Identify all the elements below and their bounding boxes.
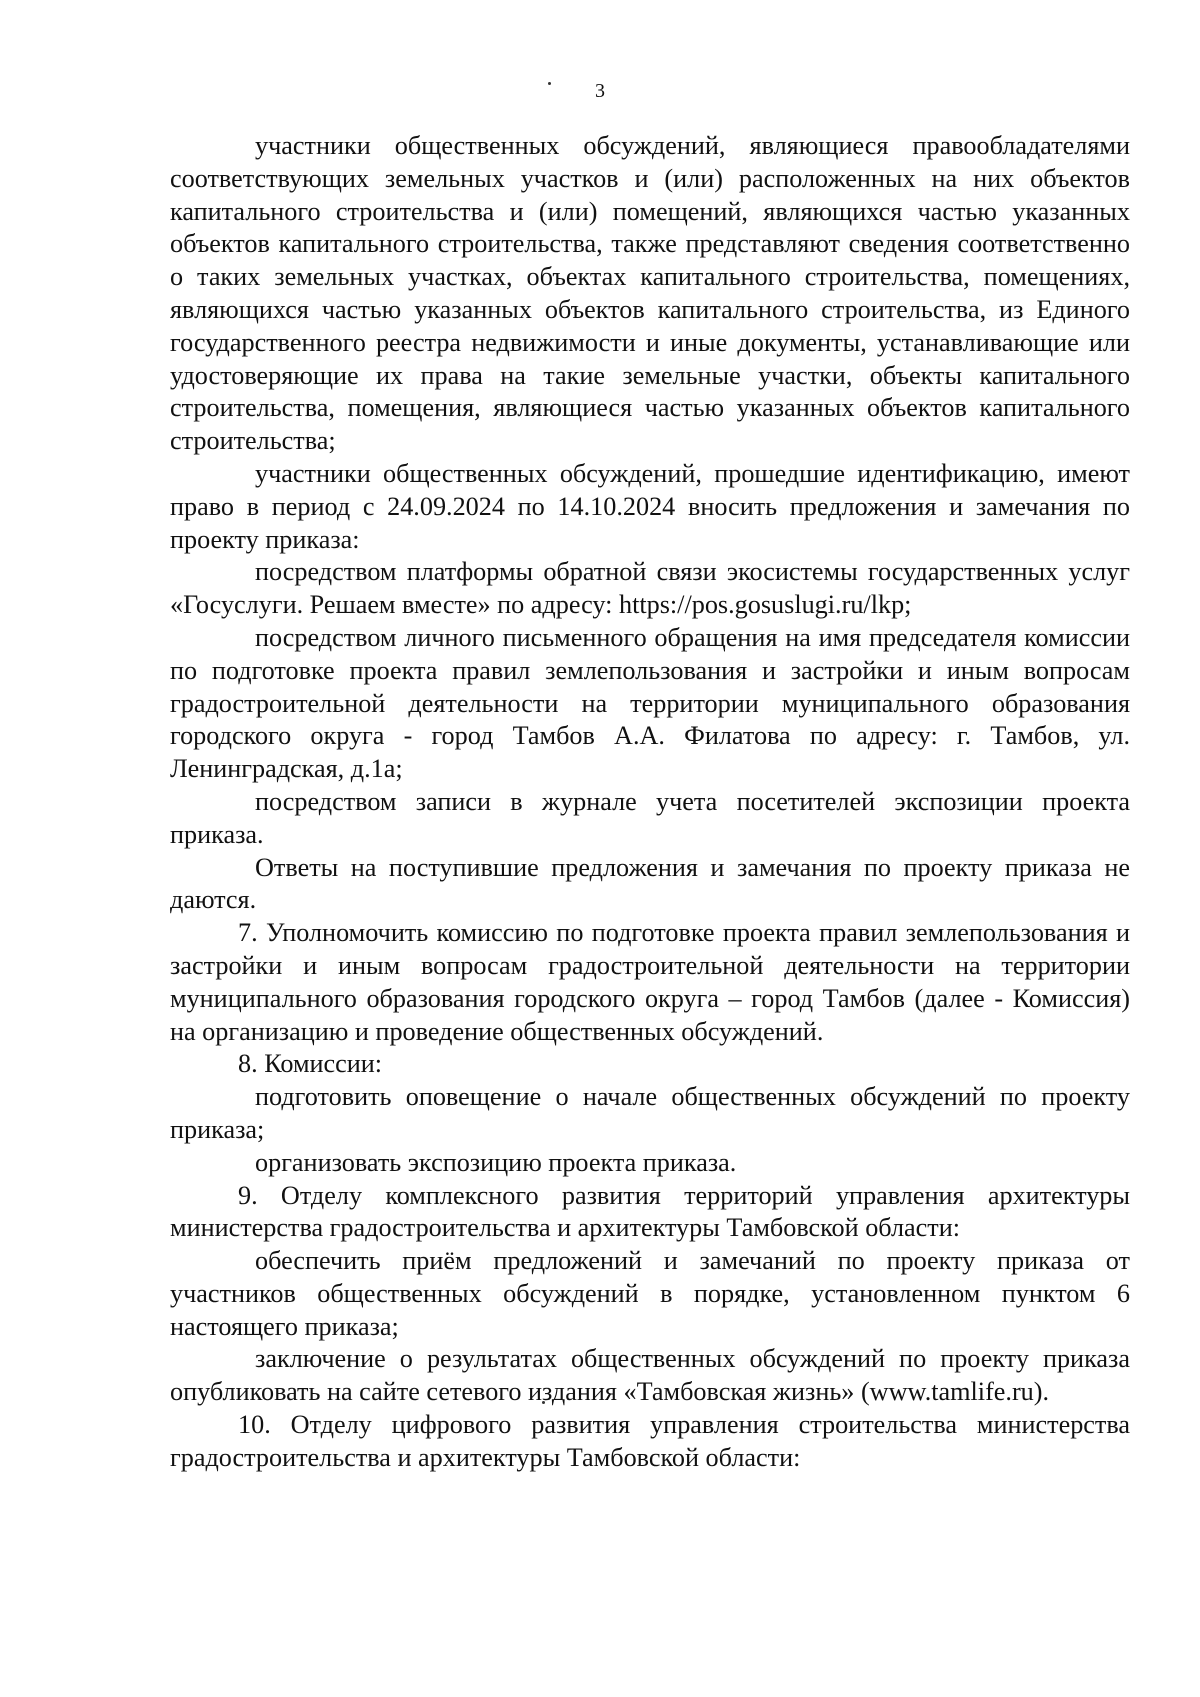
paragraph-item-8: 8. Комиссии: xyxy=(238,1049,383,1079)
paragraph-item-9: 9. Отделу комплексного развития территорий управления архитектуры министерства градостроительства и архитектуры Тамбовской области: xyxy=(170,1180,1130,1243)
paragraph-item-7: 7. Уполномочить комиссию по подготовке проекта правил землепользования и застройки и иным вопросам градостроительной деятельности на территории муниципального образования городского округа – город Тамбов (далее - Комиссия) на организацию и проведение общественных обсуждений. xyxy=(170,918,1130,1046)
paragraph: посредством личного письменного обращения на имя председателя комиссии по подготовке проекта правил землепользования и застройки и иным вопросам градостроительной деятельности на территории муниципального образования городского округа - город Тамбов А.А. Филатова по адресу: г. Тамбов, ул. Ленинградская, д.1а; xyxy=(170,622,1130,784)
paragraph: организовать экспозицию проекта приказа. xyxy=(255,1147,737,1177)
document-body xyxy=(170,130,1130,1475)
paragraph: Ответы на поступившие предложения и замечания по проекту приказа не даются. xyxy=(170,852,1130,915)
paragraph-item-10: 10. Отделу цифрового развития управления строительства министерства градостроительства и архитектуры Тамбовской области: xyxy=(170,1410,1130,1472)
paragraph: обеспечить приём предложений и замечаний по проекту приказа от участников общественных обсуждений в порядке, установленном пунктом 6 настоящего приказа; xyxy=(170,1246,1130,1341)
page-number: 3 xyxy=(595,80,605,102)
paragraph: участники общественных обсуждений, прошедшие идентификацию, имеют право в период с 24.09.2024 по 14.10.2024 вносить предложения и замечания по проекту приказа: xyxy=(170,458,1130,554)
paragraph: подготовить оповещение о начале общественных обсуждений по проекту приказа; xyxy=(170,1082,1130,1144)
paragraph: посредством записи в журнале учета посетителей экспозиции проекта приказа. xyxy=(170,786,1130,849)
paragraph: посредством платформы обратной связи экосистемы государственных услуг «Госуслуги. Решаем вместе» по адресу: https://pos.gosuslugi.ru/lkp; xyxy=(170,557,1130,620)
paragraph: заключение о результатах общественных обсуждений по проекту приказа опубликовать на сайте сетевого издания «Тамбовская жизнь» (www.tamlife.ru). xyxy=(170,1344,1130,1407)
paragraph: участники общественных обсуждений, являющиеся правообладателями соответствующих земельных участков и (или) расположенных на них объектов капитального строительства и (или) помещений, являющихся частью указанных объектов капитального строительства, также представляют сведения соответственно о таких земельных участках, объектах капитального строительства, помещениях, являющихся частью указанных объектов капитального строительства, из Единого государственного реестра недвижимости и иные документы, устанавливающие или удостоверяющие их права на такие земельные участки, объекты капитального строительства, помещения, являющиеся частью указанных объектов капитального строительства; xyxy=(170,131,1130,456)
